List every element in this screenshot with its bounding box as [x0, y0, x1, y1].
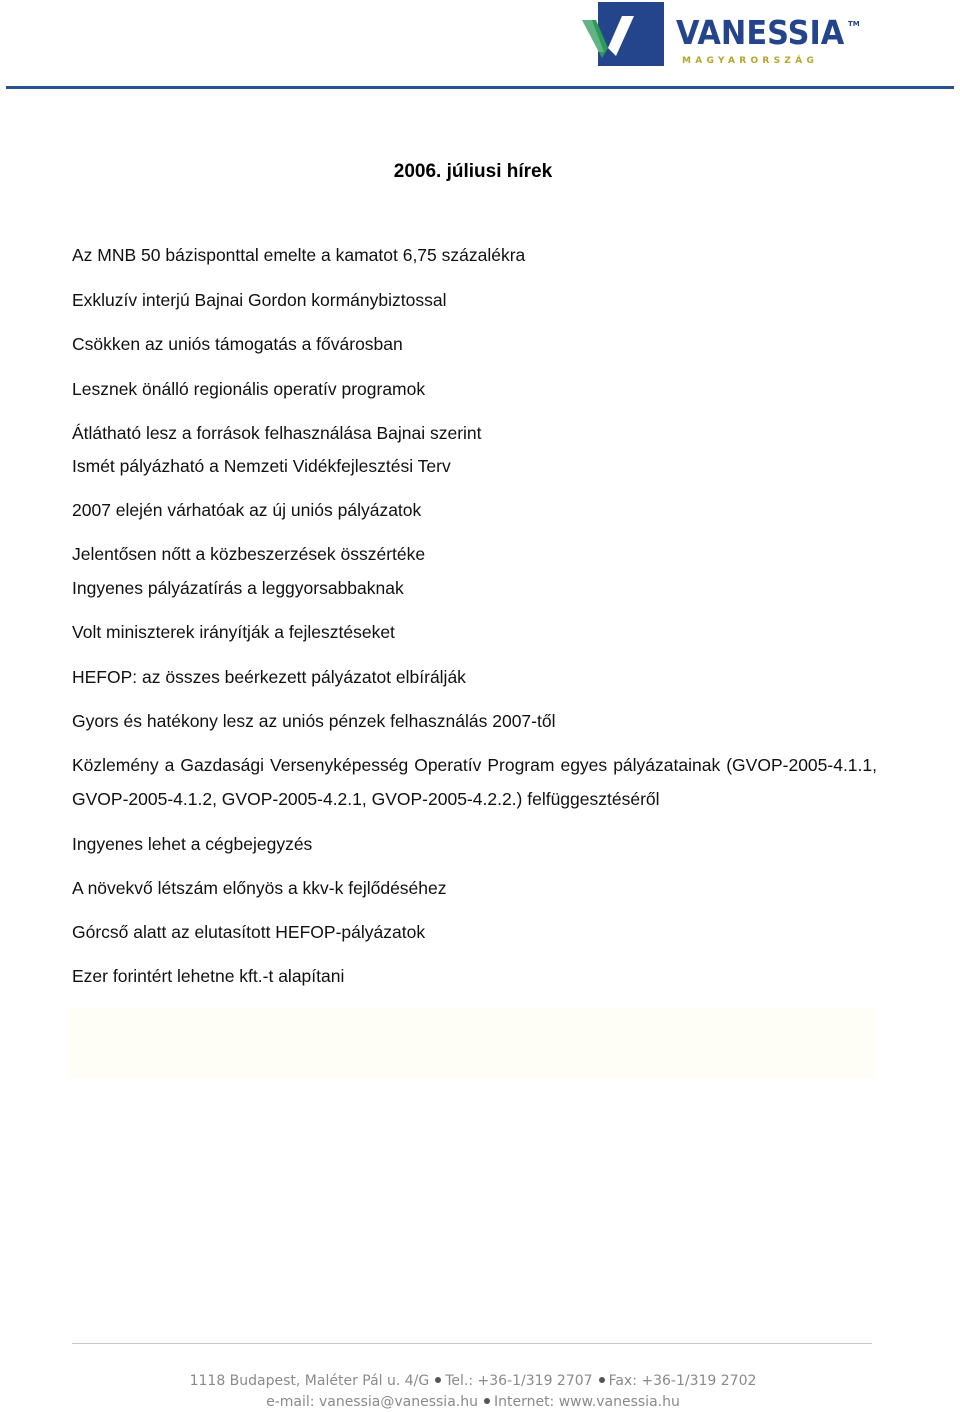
footer-internet: Internet: www.vanessia.hu [493, 1394, 680, 1410]
headline-item: Átlátható lesz a források felhasználása Bajnai szerint [72, 423, 482, 443]
brand-subtitle: MAGYARORSZÁG [682, 56, 819, 66]
footer-web-line [0, 1393, 946, 1411]
vanessia-logo [582, 0, 872, 72]
headline-item: Ingyenes lehet a cégbejegyzés [72, 834, 313, 854]
bullet-icon [435, 1377, 441, 1383]
headline-item: HEFOP: az összes beérkezett pályázatot elbírálják [72, 667, 466, 687]
headline-item: Az MNB 50 bázisponttal emelte a kamatot 6,75 százalékra [72, 245, 526, 265]
footer-contact-line [0, 1372, 946, 1390]
bullet-icon [599, 1377, 605, 1383]
brand-name: VANESSIA [676, 13, 845, 52]
logo-mark-icon [582, 0, 674, 70]
page-title: 2006. júliusi hírek [393, 161, 553, 182]
footer-email: e-mail: vanessia@vanessia.hu [266, 1394, 478, 1410]
headline-item: Górcső alatt az elutasított HEFOP-pályázatok [72, 922, 426, 942]
footer-address: 1118 Budapest, Maléter Pál u. 4/G [189, 1373, 430, 1389]
headline-item: Ingyenes pályázatírás a leggyorsabbaknak [72, 578, 404, 598]
headline-item: Ismét pályázható a Nemzeti Vidékfejlesztési Terv [72, 456, 451, 476]
bullet-icon [484, 1398, 490, 1404]
footer-fax: Fax: +36-1/319 2702 [608, 1373, 757, 1389]
headline-item: Közlemény a Gazdasági Versenyképesség Operatív Program egyes pályázatainak (GVOP-2005-4.1.1, GVOP-2005-4.1.2, GVOP-2005-4.2.1, GVOP-2005-4.2.2.) felfüggesztéséről [72, 755, 877, 809]
headline-item: Csökken az uniós támogatás a fővárosban [72, 334, 403, 354]
footer-phone: Tel.: +36-1/319 2707 [445, 1373, 593, 1389]
footer-divider [72, 1343, 872, 1344]
headline-item: Exkluzív interjú Bajnai Gordon kormánybiztossal [72, 290, 447, 310]
headline-item: Volt miniszterek irányítják a fejlesztéseket [72, 622, 395, 642]
header-divider [6, 86, 954, 89]
headline-item: Gyors és hatékony lesz az uniós pénzek felhasználás 2007-től [72, 711, 556, 731]
headline-item: Ezer forintért lehetne kft.-t alapítani [72, 966, 345, 986]
headline-item: A növekvő létszám előnyös a kkv-k fejlődéséhez [72, 878, 447, 898]
headline-item: Lesznek önálló regionális operatív programok [72, 379, 426, 399]
headline-item: 2007 elején várhatóak az új uniós pályázatok [72, 500, 422, 520]
empty-content-area [68, 1008, 876, 1078]
trademark-mark: TM [848, 20, 860, 28]
headline-item: Jelentősen nőtt a közbeszerzések összértéke [72, 544, 426, 564]
